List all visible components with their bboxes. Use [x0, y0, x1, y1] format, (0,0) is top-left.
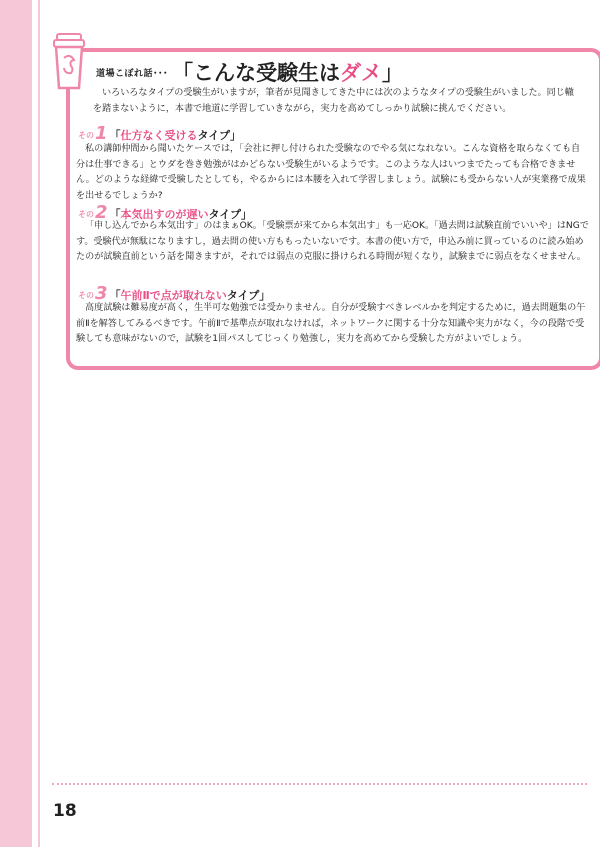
title-close: 」 [382, 61, 404, 85]
section-1-body: 私の講師仲間から聞いたケースでは，「会社に押し付けられた受験なのでやる気になれない。こんな資格を取らなくても自分は仕事できる」とウダを巻き勉強がはかどらない受験生がいるようです。このような人はいつまでたっても合格できません。どのような経緯で受験したとしても，やるからには本腰を入れて学習しましょう。試験にも受からない人が実業務で成果を出せるでしょうか? [76, 144, 586, 201]
section-2-body: 「申し込んでから本気出す」のはまぁOK。「受験票が来てから本気出す」も一応OK。「過去問は試験直前でいいや」はNGです。受験代が無駄になりますし，過去問の使い方ももったいないです。本書の使い方で，申込み前に買っているのに読み始めたのが試験直前という話を聞きますが，それでは弱点の克服に掛けられる時間が短くなり，試験までに弱点をなくせません。 [76, 221, 589, 263]
side-band [0, 0, 32, 847]
section-suffix: タイプ」 [197, 129, 241, 142]
footer-dotted-rule [52, 783, 587, 785]
bracket-open: 「 [109, 129, 121, 142]
intro-paragraph: いろいろなタイプの受験生がいますが，筆者が見聞きしてきた中には次のようなタイプの受験生がいました。同じ轍を踏まないように，本書で地道に学習していきながら，実力を高めてしっかり試験に挑んでください。 [93, 88, 574, 114]
section-1-heading [78, 123, 241, 143]
title-open: 「こんな受験生は [172, 61, 341, 85]
sono-label: その [78, 131, 94, 140]
section-suffix: タイプ」 [226, 289, 271, 302]
section-3-heading [78, 283, 270, 303]
column-header [96, 57, 576, 87]
coffee-cup-icon [52, 32, 86, 90]
column-title [172, 57, 403, 87]
section-number: 2 [95, 202, 108, 223]
sono-label: その [78, 291, 94, 300]
bracket-open: 「 [109, 208, 121, 221]
section-suffix: タイプ」 [208, 208, 252, 221]
page-number: 18 [53, 801, 77, 821]
section-highlight: 本気出すのが遅い [120, 208, 209, 221]
section-highlight: 仕方なく受ける [120, 129, 198, 142]
section-highlight: 午前Ⅱで点が取れない [120, 289, 227, 302]
column-prefix: 道場こぼれ話･･･ [96, 68, 169, 79]
section-number: 3 [95, 283, 108, 304]
bracket-open: 「 [109, 289, 121, 302]
sono-label: その [78, 210, 94, 219]
side-line [38, 0, 40, 847]
section-3-body: 高度試験は難易度が高く，生半可な勉強では受かりません。自分が受験すべきレベルかを判定するために，過去問題集の午前Ⅱを解答してみるべきです。午前Ⅱで基準点が取れなければ，ネットワークに関する十分な知識や実力がなく，今の段階で受験しても意味がないので，試験を1回パスしてじっくり勉強し，実力を高めてから受験した方がよいでしょう。 [76, 303, 586, 345]
title-accent: ダメ [340, 61, 383, 85]
section-number: 1 [95, 123, 108, 144]
